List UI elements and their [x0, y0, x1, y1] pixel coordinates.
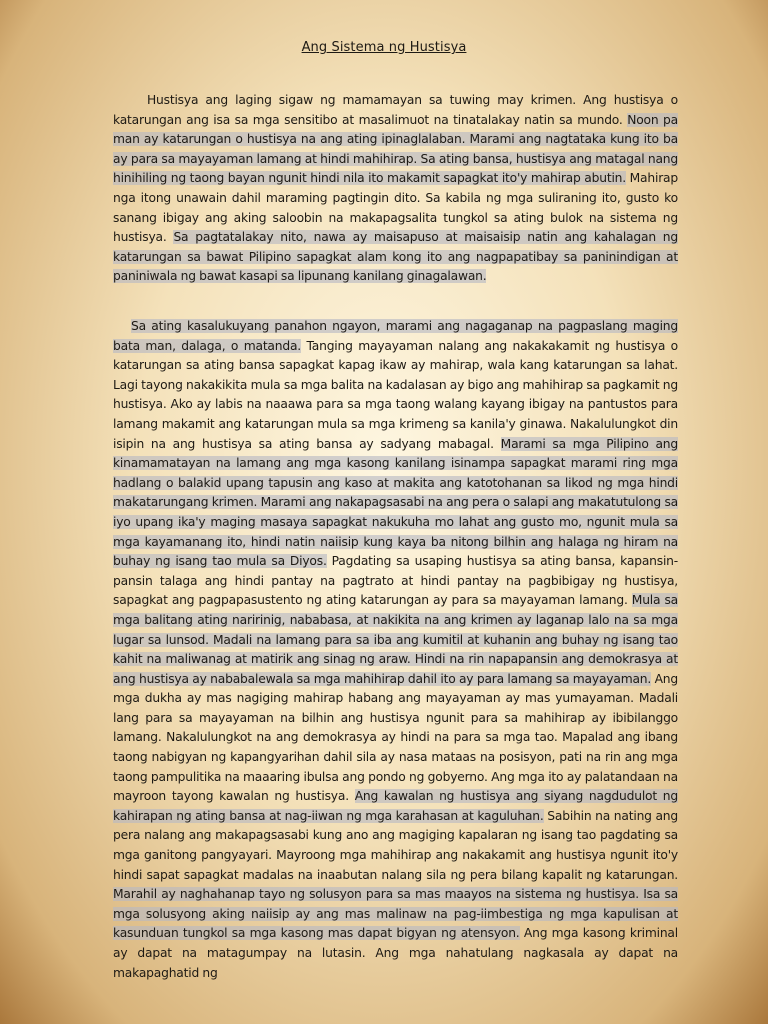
paragraph-1-highlight-1: Noon pa man ay katarungan o hustisya na ang ating ipinaglalaban. Marami ang nagtataka kung ito ba ay para sa mayayaman lamang at hindi mahihirap. Sa ating bansa, hustisya ang matagal nang hinihiling ng taong bayan ngunit hindi nila ito makamit sapagkat ito'y mahirap abutin.: [113, 112, 678, 186]
paragraph-2-segment-4: Pagdating sa usaping hustisya sa ating bansa, kapansin-pansin talaga ang hindi pantay na pagtrato at hindi pantay na pagbibigay ng hustisya, sapagkat ang pagpapasustento ng ating katarungan ay para sa mayayaman lamang.: [113, 554, 679, 608]
paragraph-2-segment-10: Ang mga kasong kriminal ay dapat na matagumpay na lutasin. Ang mga nahatulang nagkasala ay dapat na makapaghatid ng: [113, 926, 678, 980]
paragraph-2-highlight-3: Mula sa mga balitang ating naririnig, nababasa, at nakikita na ang krimen ay laganap lalo na sa mga lugar sa lunsod. Madali na lamang para sa iba ang kumitil at kuhanin ang buhay ng isang tao kahit na maliwanag at matirik ang sinag ng araw. Hindi na rin napapansin ang demokrasya at ang hustisya ay nababalewala sa mga mahihirap dahil ito ay para lamang sa mayayaman.: [113, 593, 678, 686]
paragraph-2-highlight-4: Ang kawalan ng hustisya ang siyang nagdudulot ng kahirapan ng ating bansa at nag-iiwan ng mga karahasan at kaguluhan.: [113, 789, 678, 823]
paragraph-2: [113, 317, 678, 983]
paragraph-2-highlight-5: Marahil ay naghahanap tayo ng solusyon para sa mas maayos na sistema ng hustisya. Isa sa mga solusyong aking naiisip ay ang mas malinaw na pag-iimbestiga ng mga kapulisan at kasunduan tungkol sa mga kasong mas dapat bigyan ng atensyon.: [113, 887, 678, 941]
paragraph-1: [113, 91, 678, 287]
paragraph-2-segment-6: Ang mga dukha ay mas nagiging mahirap habang ang mayayaman ay mas yumayaman. Madali lang para sa mayayaman na bilhin ang hustisya ngunit para sa mahihirap ay ibibilanggo lamang. Nakalulungkot na ang demokrasya ay hindi na para sa mga tao. Mapalad ang ibang taong nabigyan ng kapangyarihan dahil sila ay nasa mataas na posisyon, pati na rin ang mga taong pampulitika na maaaring ibulsa ang pondo ng gobyerno. Ang mga ito ay palatandaan na mayroon tayong kawalan ng hustisya.: [113, 671, 678, 804]
paragraph-1-segment-3: Mahirap nga itong unawain dahil maraming pagtingin dito. Sa kabila ng mga suliraning ito, gusto ko sanang ibigay ang aking saloobin na makapagsalita tungkol sa ating bulok na sistema ng hustisya.: [113, 171, 678, 245]
document-title: Ang Sistema ng Hustisya: [301, 40, 467, 55]
paragraph-1-segment-1: Hustisya ang laging sigaw ng mamamayan sa tuwing may krimen. Ang hustisya o katarungan ang isa sa mga sensitibo at masalimuot na tinatalakay natin sa mundo.: [113, 93, 678, 127]
paragraph-2-segment-8: Sabihin na nating ang pera nalang ang makapagsasabi kung ano ang magiging kapalaran ng isang tao pagdating sa mga ganitong pangyayari. Mayroong mga mahihirap ang nakakamit ang hustisya ngunit ito'y hindi sapat sapagkat madalas na inaabutan nalang sila ng pera bilang kapalit ng katarungan.: [113, 808, 678, 882]
paragraph-2-segment-2: Tanging mayayaman nalang ang nakakakamit ng hustisya o katarungan sa ating bansa sapagkat kapag ikaw ay mahirap, wala kang katarungan sa lahat. Lagi tayong nakakikita mula sa mga balita na kadalasan ay bigo ang mahihirap sa pagkamit ng hustisya. Ako ay labis na naaawa para sa mga taong walang kayang ibigay na pantustos para lamang makamit ang katarungan mula sa mga krimeng sa kanila'y ginawa. Nakalulungkot din isipin na ang hustisya sa ating bansa ay sadyang mabagal.: [113, 338, 678, 451]
paragraph-1-highlight-2: Sa pagtatalakay nito, nawa ay maisapuso at maisaisip natin ang kahalagan ng katarungan sa bawat Pilipino sapagkat alam kong ito ang nagpapatibay sa paninindigan at paniniwala ng bawat kasapi sa lipunang kanilang ginagalawan.: [113, 230, 679, 284]
paragraph-2-highlight-1: Sa ating kasalukuyang panahon ngayon, marami ang nagaganap na pagpaslang maging bata man, dalaga, o matanda.: [113, 319, 678, 353]
paragraph-2-highlight-2: Marami sa mga Pilipino ang kinamamatayan na lamang ang mga kasong kanilang isinampa sapagkat marami ring mga hadlang o balakid upang tapusin ang kaso at makita ang katotohanan sa likod ng mga hindi makatarungang krimen. Marami ang nakapagsasabi na ang pera o salapi ang makatutulong sa iyo upang ika'y maging masaya sapagkat nakukuha mo lahat ang gusto mo, ngunit mula sa mga kayamanang ito, hindi natin naiisip kung kaya ba nitong bilhin ang halaga ng hiram na buhay ng isang tao mula sa Diyos.: [113, 436, 678, 569]
